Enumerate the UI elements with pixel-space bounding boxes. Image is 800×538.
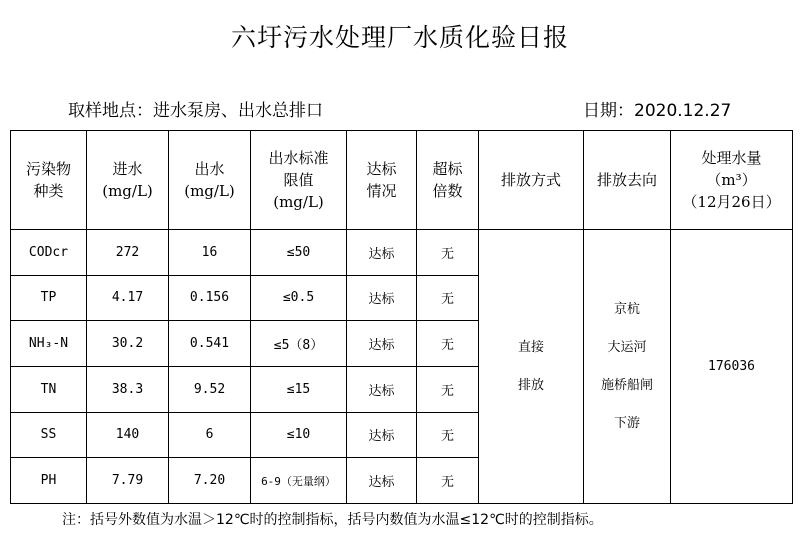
limit-value: ≤15	[251, 366, 347, 412]
pollutant-name: SS	[11, 412, 87, 458]
influent-value: 4.17	[87, 275, 169, 321]
sample-location: 取样地点：进水泵房、出水总排口	[68, 101, 323, 121]
exceed-value: 无	[417, 230, 479, 276]
effluent-value: 0.541	[169, 321, 251, 367]
status-value: 达标	[347, 275, 417, 321]
effluent-value: 16	[169, 230, 251, 276]
effluent-value: 6	[169, 412, 251, 458]
exceed-value: 无	[417, 275, 479, 321]
pollutant-name: TP	[11, 275, 87, 321]
header-pollutant: 污染物 种类	[11, 131, 87, 230]
influent-value: 140	[87, 412, 169, 458]
header-status: 达标 情况	[347, 131, 417, 230]
limit-value: ≤10	[251, 412, 347, 458]
header-effluent: 出水 (mg/L)	[169, 131, 251, 230]
treated-volume: 176036	[671, 230, 793, 504]
header-influent: 进水 (mg/L)	[87, 131, 169, 230]
effluent-value: 0.156	[169, 275, 251, 321]
status-value: 达标	[347, 321, 417, 367]
exceed-value: 无	[417, 366, 479, 412]
influent-value: 38.3	[87, 366, 169, 412]
water-quality-table	[10, 130, 793, 504]
header-exceed: 超标 倍数	[417, 131, 479, 230]
limit-value: 6-9（无量纲）	[251, 458, 347, 504]
header-row	[11, 131, 793, 230]
status-value: 达标	[347, 230, 417, 276]
discharge-method: 直接 排放	[479, 230, 584, 504]
influent-value: 30.2	[87, 321, 169, 367]
pollutant-name: CODcr	[11, 230, 87, 276]
effluent-value: 9.52	[169, 366, 251, 412]
table-row	[11, 230, 793, 276]
influent-value: 272	[87, 230, 169, 276]
status-value: 达标	[347, 458, 417, 504]
status-value: 达标	[347, 366, 417, 412]
discharge-destination: 京杭 大运河 施桥船闸 下游	[584, 230, 671, 504]
report-date: 日期：2020.12.27	[583, 101, 732, 121]
header-treated-volume: 处理水量 （m³） （12月26日）	[671, 131, 793, 230]
pollutant-name: NH₃-N	[11, 321, 87, 367]
header-discharge-destination: 排放去向	[584, 131, 671, 230]
pollutant-name: TN	[11, 366, 87, 412]
exceed-value: 无	[417, 458, 479, 504]
limit-value: ≤50	[251, 230, 347, 276]
exceed-value: 无	[417, 321, 479, 367]
header-limit: 出水标准 限值 (mg/L)	[251, 131, 347, 230]
limit-value: ≤5（8）	[251, 321, 347, 367]
pollutant-name: PH	[11, 458, 87, 504]
exceed-value: 无	[417, 412, 479, 458]
status-value: 达标	[347, 412, 417, 458]
footnote: 注：括号外数值为水温＞12℃时的控制指标，括号内数值为水温≤12℃时的控制指标。	[62, 512, 603, 528]
influent-value: 7.79	[87, 458, 169, 504]
effluent-value: 7.20	[169, 458, 251, 504]
report-title: 六圩污水处理厂水质化验日报	[230, 23, 569, 52]
header-discharge-method: 排放方式	[479, 131, 584, 230]
limit-value: ≤0.5	[251, 275, 347, 321]
